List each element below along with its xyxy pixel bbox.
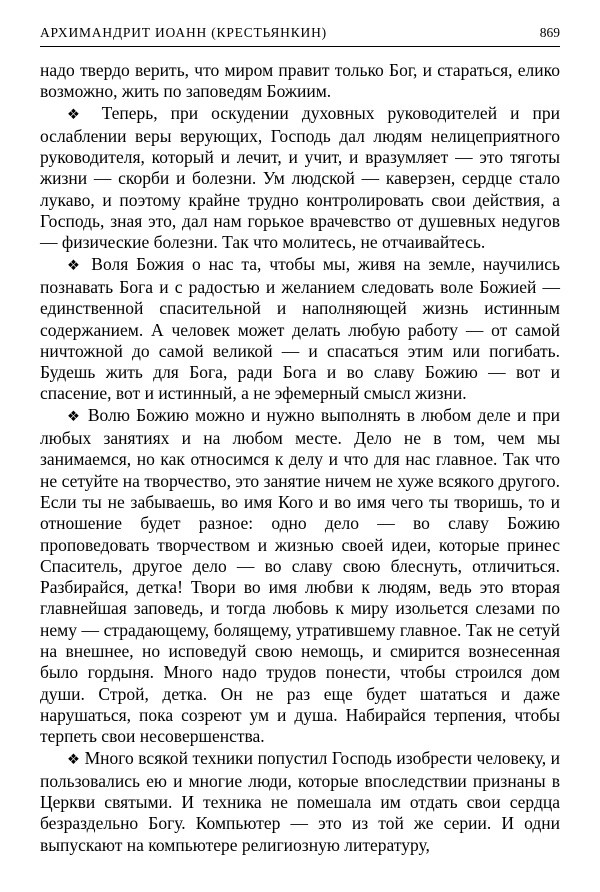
paragraph: ❖ Теперь, при оскудении духовных руководителей и при ослаблении веры верующих, Господь дал людям нелицеприятного руководителя, который и лечит, и учит, и вразумляет — это тяготы жизни — скорби и болезни. Ум людской — каверзен, сердце стало лукаво, и поэтому крайне трудно контролировать свои действия, а Господь, зная это, дал нам горькое врачевство от душевных недугов — физические болезни. Так что молитесь, не отчаивайтесь.: [40, 102, 560, 253]
paragraph: ❖ Волю Божию можно и нужно выполнять в любом деле и при любых занятиях и на любом месте. Дело не в том, чем мы занимаемся, но как относимся к делу и что для нас главное. Так что не сетуйте на творчество, это занятие ничем не хуже всякого другого. Если ты не забываешь, во имя Кого и во имя чего ты творишь, то и отношение будет разное: одно дело — во славу Божию проповедовать творчеством и жизнью своей идеи, которые принес Спаситель, другое дело — во славу свою блеснуть, отличиться. Разбирайся, детка! Твори во имя любви к людям, ведь это вторая главнейшая заповедь, и тогда любовь к миру изольется слезами по нему — страдающему, болящему, утратившему главное. Так не сетуй на внешнее, но исповедуй свою немощь, и смирится вознесенная было гордыня. Много надо трудов понести, чтобы строился дом души. Строй, детка. Он не раз еще будет шататься и даже нарушаться, пока созреют ум и душа. Набирайся терпения, чтобы терпеть свои несовершенства.: [40, 404, 560, 747]
paragraph-diamond-icon: ❖: [67, 751, 81, 768]
paragraph-diamond-icon: ❖: [67, 106, 89, 123]
paragraph-diamond-icon: ❖: [67, 408, 82, 425]
page-body: [40, 60, 560, 856]
page-number: 869: [539, 25, 560, 40]
paragraph: надо твердо верить, что миром правит только Бог, и стараться, елико возможно, жить по заповедям Божиим.: [40, 60, 560, 102]
paragraph-diamond-icon: ❖: [67, 257, 84, 274]
paragraph: ❖ Воля Божия о нас та, чтобы мы, живя на земле, научились познавать Бога и с радостью и желанием следовать воле Божией — единственной спасительной и наполняющей жизнь истинным содержанием. А человек может делать любую работу — от самой ничтожной до самой великой — и спасаться этим или погибать. Будешь жить для Бога, ради Бога и во славу Божию — вот и спасение, вот и истинный, а не эфемерный смысл жизни.: [40, 253, 560, 404]
page-header: [40, 25, 560, 46]
paragraph: ❖ Много всякой техники попустил Господь изобрести человеку, и пользовались ею и многие люди, которые впоследствии признаны в Церкви святыми. И техника не помешала им отдать свои сердца безраздельно Богу. Компьютер — это из той же серии. И одни выпускают на компьютере религиозную литературу,: [40, 747, 561, 855]
running-title: АРХИМАНДРИТ ИОАНН (КРЕСТЬЯНКИН): [40, 25, 327, 40]
header-rule: [40, 46, 560, 47]
